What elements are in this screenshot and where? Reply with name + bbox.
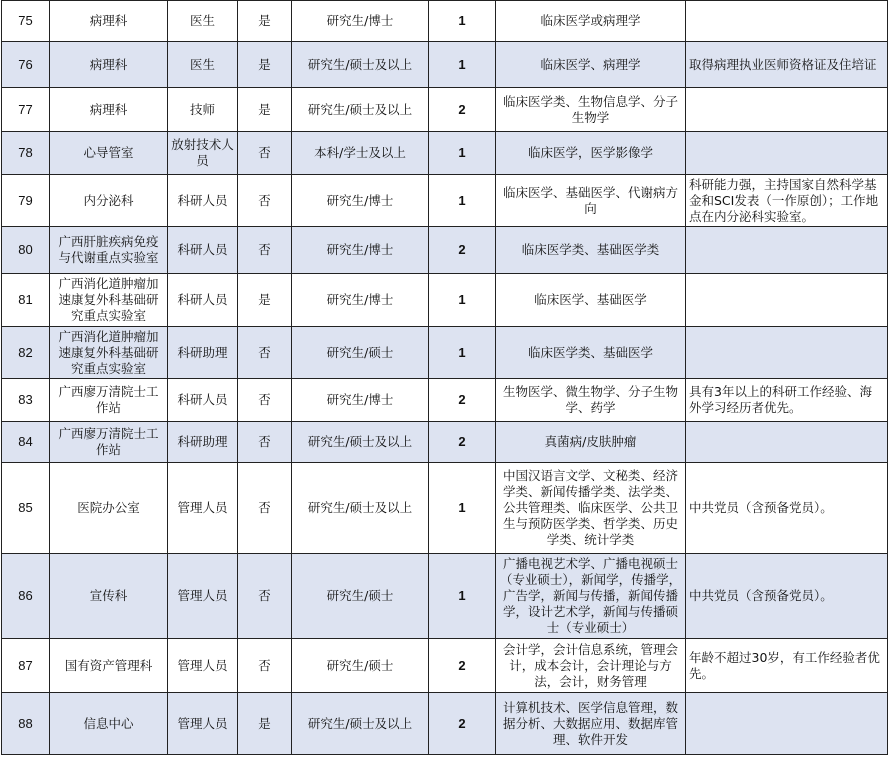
education-cell: 研究生/硕士及以上 xyxy=(292,42,429,88)
position-cell: 技师 xyxy=(168,88,238,132)
table-row xyxy=(2,42,888,88)
department-cell: 宣传科 xyxy=(50,554,168,639)
education-cell: 研究生/博士 xyxy=(292,379,429,422)
row-number-cell: 86 xyxy=(2,554,50,639)
note-cell: 中共党员（含预备党员）。 xyxy=(686,554,888,639)
department-cell: 广西廖万清院士工作站 xyxy=(50,422,168,463)
department-cell: 医院办公室 xyxy=(50,463,168,554)
department-cell: 国有资产管理科 xyxy=(50,639,168,693)
education-cell: 研究生/硕士及以上 xyxy=(292,422,429,463)
row-number-cell: 78 xyxy=(2,132,50,175)
row-number-cell: 82 xyxy=(2,327,50,379)
table-row xyxy=(2,1,888,42)
education-cell: 研究生/硕士 xyxy=(292,639,429,693)
flag-cell: 是 xyxy=(238,42,292,88)
flag-cell: 否 xyxy=(238,327,292,379)
position-cell: 科研人员 xyxy=(168,274,238,327)
note-cell xyxy=(686,422,888,463)
education-cell: 研究生/博士 xyxy=(292,1,429,42)
major-cell: 会计学，会计信息系统，管理会计，成本会计，会计理论与方法，会计，财务管理 xyxy=(496,639,686,693)
note-cell xyxy=(686,274,888,327)
note-cell xyxy=(686,227,888,274)
major-cell: 计算机技术、医学信息管理，数据分析、大数据应用、数据库管理、软件开发 xyxy=(496,693,686,755)
education-cell: 研究生/博士 xyxy=(292,227,429,274)
department-cell: 广西消化道肿瘤加速康复外科基础研究重点实验室 xyxy=(50,274,168,327)
major-cell: 临床医学类、基础医学 xyxy=(496,327,686,379)
table-row xyxy=(2,422,888,463)
table-row xyxy=(2,463,888,554)
department-cell: 内分泌科 xyxy=(50,175,168,227)
education-cell: 研究生/博士 xyxy=(292,175,429,227)
department-cell: 广西肝脏疾病免疫与代谢重点实验室 xyxy=(50,227,168,274)
row-number-cell: 81 xyxy=(2,274,50,327)
major-cell: 中国汉语言文学、文秘类、经济学类、新闻传播学类、法学类、公共管理类、临床医学、公共卫生与预防医学类、哲学类、历史学类、统计学类 xyxy=(496,463,686,554)
row-number-cell: 83 xyxy=(2,379,50,422)
note-cell: 具有3年以上的科研工作经验、海外学习经历者优先。 xyxy=(686,379,888,422)
education-cell: 本科/学士及以上 xyxy=(292,132,429,175)
department-cell: 广西消化道肿瘤加速康复外科基础研究重点实验室 xyxy=(50,327,168,379)
headcount-cell: 1 xyxy=(429,327,496,379)
table-row xyxy=(2,327,888,379)
education-cell: 研究生/博士 xyxy=(292,274,429,327)
flag-cell: 是 xyxy=(238,274,292,327)
education-cell: 研究生/硕士及以上 xyxy=(292,693,429,755)
headcount-cell: 2 xyxy=(429,693,496,755)
headcount-cell: 1 xyxy=(429,132,496,175)
note-cell xyxy=(686,88,888,132)
education-cell: 研究生/硕士 xyxy=(292,554,429,639)
headcount-cell: 1 xyxy=(429,463,496,554)
headcount-cell: 1 xyxy=(429,175,496,227)
table-row xyxy=(2,693,888,755)
row-number-cell: 79 xyxy=(2,175,50,227)
flag-cell: 否 xyxy=(238,422,292,463)
note-cell: 取得病理执业医师资格证及住培证 xyxy=(686,42,888,88)
major-cell: 临床医学或病理学 xyxy=(496,1,686,42)
flag-cell: 否 xyxy=(238,554,292,639)
table-row xyxy=(2,379,888,422)
position-cell: 管理人员 xyxy=(168,554,238,639)
headcount-cell: 2 xyxy=(429,227,496,274)
department-cell: 病理科 xyxy=(50,88,168,132)
table-row xyxy=(2,639,888,693)
table-row xyxy=(2,227,888,274)
row-number-cell: 80 xyxy=(2,227,50,274)
note-cell xyxy=(686,132,888,175)
position-cell: 科研人员 xyxy=(168,175,238,227)
major-cell: 临床医学、基础医学 xyxy=(496,274,686,327)
flag-cell: 否 xyxy=(238,227,292,274)
major-cell: 广播电视艺术学、广播电视硕士（专业硕士），新闻学，传播学，广告学，新闻与传播，新闻传播学，设计艺术学，新闻与传播硕士（专业硕士） xyxy=(496,554,686,639)
recruitment-table xyxy=(1,0,888,755)
flag-cell: 是 xyxy=(238,88,292,132)
table-body xyxy=(2,1,888,755)
position-cell: 科研人员 xyxy=(168,379,238,422)
flag-cell: 否 xyxy=(238,379,292,422)
headcount-cell: 1 xyxy=(429,42,496,88)
headcount-cell: 1 xyxy=(429,1,496,42)
flag-cell: 是 xyxy=(238,1,292,42)
row-number-cell: 77 xyxy=(2,88,50,132)
row-number-cell: 85 xyxy=(2,463,50,554)
note-cell: 科研能力强，主持国家自然科学基金和SCI发表（一作原创）；工作地点在内分泌科实验室。 xyxy=(686,175,888,227)
headcount-cell: 2 xyxy=(429,88,496,132)
flag-cell: 否 xyxy=(238,639,292,693)
headcount-cell: 2 xyxy=(429,639,496,693)
major-cell: 临床医学，医学影像学 xyxy=(496,132,686,175)
major-cell: 临床医学、病理学 xyxy=(496,42,686,88)
note-cell: 中共党员（含预备党员）。 xyxy=(686,463,888,554)
education-cell: 研究生/硕士 xyxy=(292,327,429,379)
table-row xyxy=(2,274,888,327)
position-cell: 医生 xyxy=(168,42,238,88)
position-cell: 医生 xyxy=(168,1,238,42)
table-row xyxy=(2,132,888,175)
position-cell: 科研助理 xyxy=(168,422,238,463)
note-cell xyxy=(686,327,888,379)
education-cell: 研究生/硕士及以上 xyxy=(292,463,429,554)
headcount-cell: 1 xyxy=(429,554,496,639)
table-row xyxy=(2,175,888,227)
table-row xyxy=(2,554,888,639)
department-cell: 信息中心 xyxy=(50,693,168,755)
major-cell: 临床医学、基础医学、代谢病方向 xyxy=(496,175,686,227)
major-cell: 真菌病/皮肤肿瘤 xyxy=(496,422,686,463)
flag-cell: 否 xyxy=(238,132,292,175)
position-cell: 管理人员 xyxy=(168,463,238,554)
education-cell: 研究生/硕士及以上 xyxy=(292,88,429,132)
note-cell xyxy=(686,693,888,755)
row-number-cell: 84 xyxy=(2,422,50,463)
major-cell: 临床医学类、基础医学类 xyxy=(496,227,686,274)
row-number-cell: 76 xyxy=(2,42,50,88)
table-row xyxy=(2,88,888,132)
position-cell: 科研人员 xyxy=(168,227,238,274)
department-cell: 心导管室 xyxy=(50,132,168,175)
headcount-cell: 2 xyxy=(429,379,496,422)
department-cell: 病理科 xyxy=(50,1,168,42)
department-cell: 病理科 xyxy=(50,42,168,88)
headcount-cell: 1 xyxy=(429,274,496,327)
department-cell: 广西廖万清院士工作站 xyxy=(50,379,168,422)
position-cell: 管理人员 xyxy=(168,639,238,693)
note-cell: 年龄不超过30岁，有工作经验者优先。 xyxy=(686,639,888,693)
note-cell xyxy=(686,1,888,42)
headcount-cell: 2 xyxy=(429,422,496,463)
position-cell: 科研助理 xyxy=(168,327,238,379)
row-number-cell: 75 xyxy=(2,1,50,42)
major-cell: 临床医学类、生物信息学、分子生物学 xyxy=(496,88,686,132)
row-number-cell: 87 xyxy=(2,639,50,693)
row-number-cell: 88 xyxy=(2,693,50,755)
position-cell: 管理人员 xyxy=(168,693,238,755)
flag-cell: 否 xyxy=(238,463,292,554)
flag-cell: 否 xyxy=(238,175,292,227)
position-cell: 放射技术人员 xyxy=(168,132,238,175)
flag-cell: 是 xyxy=(238,693,292,755)
major-cell: 生物医学、微生物学、分子生物学、药学 xyxy=(496,379,686,422)
